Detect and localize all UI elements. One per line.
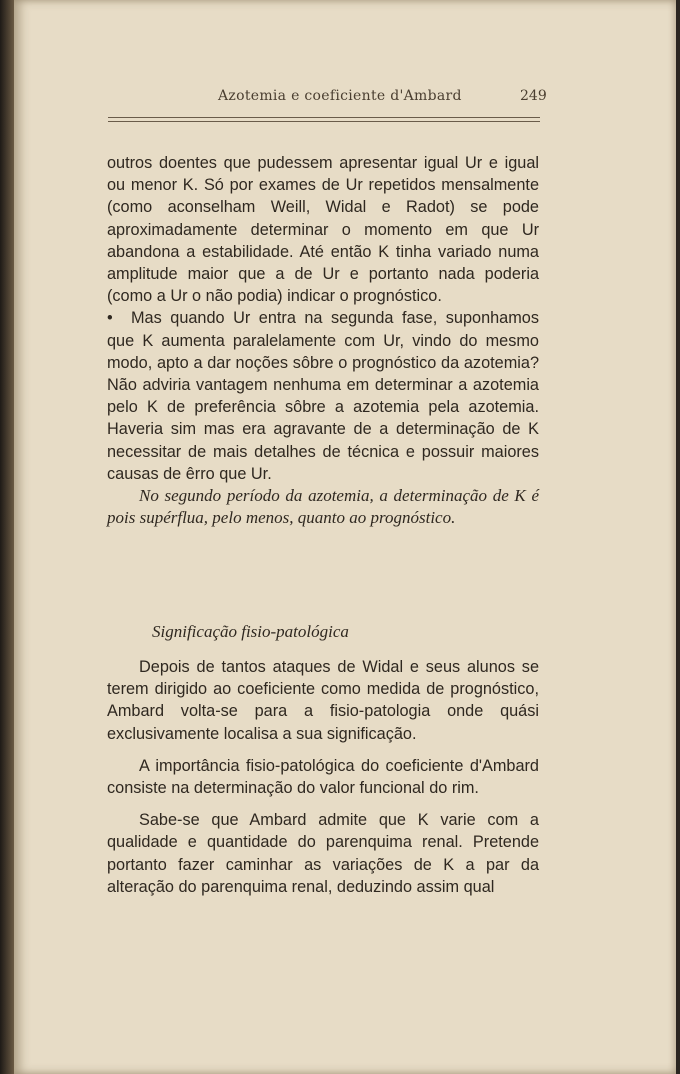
page-number: 249 [520,88,547,104]
paragraph: Sabe-se que Ambard admite que K varie com a qualidade e quantidade do parenquima renal. Pretende portanto fazer caminhar as variações de K a par da alteração do parenquima renal, deduzindo assim qual [107,811,539,896]
paragraph-with-bullet [107,307,539,485]
text-block-2 [107,656,539,898]
paragraph: outros doentes que pudessem apresentar igual Ur e igual ou menor K. Só por exames de Ur repetidos mensalmente (como aconselham Weill, Widal e Radot) se pode aproximadamente determinar o momento em que Ur abandona a estabilidade. Até então K tinha variado numa amplitude maior que a de Ur e portanto nada poderia (como a Ur o não podia) indicar o prognóstico. [107,154,539,306]
book-spine-shadow [0,0,14,1074]
paragraph: Depois de tantos ataques de Widal e seus alunos se terem dirigido ao coeficiente como medida de prognóstico, Ambard volta-se para a fisio-patologia onde quási exclusivamente localisa a sua significação. [107,658,539,743]
paragraph: A importância fisio-patológica do coeficiente d'Ambard consiste na determinação do valor funcional do rim. [107,756,539,798]
header-rule-top [108,117,540,118]
conclusion-paragraph: No segundo período da azotemia, a determinação de K é pois supérflua, pelo menos, quanto ao prognóstico. [107,486,539,528]
paragraph-text: Mas quando Ur entra na segunda fase, suponhamos que K aumenta paralelamente com Ur, vindo do mesmo modo, apto a dar noções sôbre o prognóstico da azotemia? Não adviria vantagem nenhuma em determinar a azotemia pelo K de preferência sôbre a azotemia pela azotemia. Haveria sim mas era agravante de a determinação de K necessitar de mais detalhes de técnica e possuir maiores causas de êrro que Ur. [107,309,539,483]
text-block-1 [107,152,539,529]
header-rule-bottom [108,121,540,122]
running-title: Azotemia e coeficiente d'Ambard [218,88,462,104]
section-title: Significação fisio-patológica [152,622,349,641]
bullet-mark: • [107,309,113,328]
